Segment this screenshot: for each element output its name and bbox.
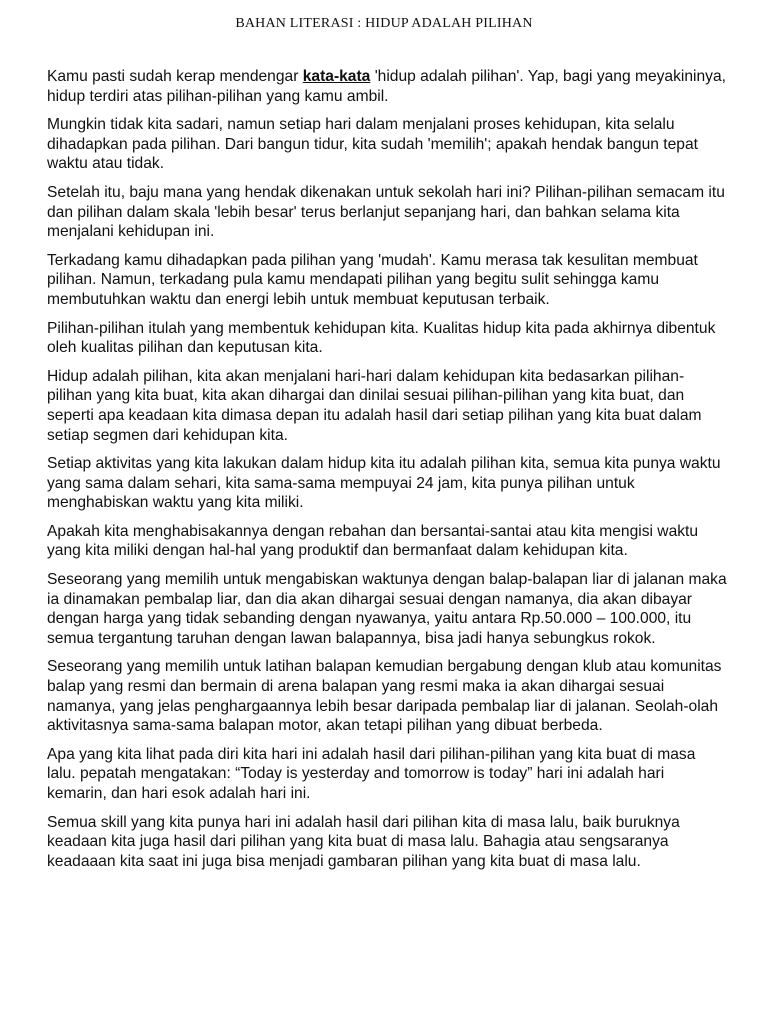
document-title: BAHAN LITERASI : HIDUP ADALAH PILIHAN — [235, 16, 533, 31]
paragraph-8: Apakah kita menghabisakannya dengan rebahan dan bersantai-santai atau kita mengisi waktu yang kita miliki dengan hal-hal yang produktif dan bermanfaat dalam kehidupan kita. — [47, 522, 699, 560]
paragraph-1 — [47, 67, 727, 106]
keyword-kata-kata: kata-kata — [302, 68, 371, 85]
paragraph-12: Semua skill yang kita punya hari ini adalah hasil dari pilihan kita di masa lalu, baik buruknya keadaan kita juga hasil dari pilihan yang kita buat di masa lalu. Bahagia atau sengsaranya keadaaan kita saat ini juga bisa menjadi gambaran pilihan yang kita buat di masa lalu. — [47, 813, 680, 870]
paragraph-9: Seseorang yang memilih untuk mengabiskan waktunya dengan balap-balapan liar di jalanan maka ia dinamakan pembalap liar, dan dia akan dihargai sesuai dengan namanya, dia akan dibayar dengan harga yang tidak sebanding dengan nyawanya, yaitu antara Rp.50.000 – 100.000, itu semua tergantung taruhan dengan lawan balapannya, bisa jadi hanya sebungkus rokok. — [47, 571, 727, 647]
paragraph-1-rest: 'hidup adalah pilihan'. Yap, bagi yang meyakininya, hidup terdiri atas pilihan-pilihan yang kamu ambil. — [47, 68, 726, 105]
paragraph-1-intro: Kamu pasti sudah kerap mendengar — [47, 68, 303, 85]
paragraph-7: Setiap aktivitas yang kita lakukan dalam hidup kita itu adalah pilihan kita, semua kita punya waktu yang sama dalam sehari, kita sama-sama mempuyai 24 jam, kita punya pilihan untuk menghabiskan waktu yang kita miliki. — [47, 455, 721, 512]
paragraph-11: Apa yang kita lihat pada diri kita hari ini adalah hasil dari pilihan-pilihan yang kita buat di masa lalu. pepatah mengatakan: “Today is yesterday and tomorrow is today” hari ini adalah hari kemarin, dan hari esok adalah hari ini. — [47, 745, 696, 802]
document-body — [47, 67, 727, 880]
paragraph-3: Setelah itu, baju mana yang hendak dikenakan untuk sekolah hari ini? Pilihan-pilihan semacam itu dan pilihan dalam skala 'lebih besar' terus berlanjut sepanjang hari, dan bahkan selama kita menjalani kehidupan ini. — [47, 183, 725, 241]
paragraph-10: Seseorang yang memilih untuk latihan balapan kemudian bergabung dengan klub atau komunitas balap yang resmi dan bermain di arena balapan yang resmi maka ia akan dihargai sesuai namanya, yang jelas penghargaannya lebih besar daripada pembalap liar di jalanan. Seolah-olah aktivitasnya sama-sama balapan motor, akan tetapi pilihan yang dibuat berbeda. — [47, 658, 722, 735]
paragraph-4: Terkadang kamu dihadapkan pada pilihan yang 'mudah'. Kamu merasa tak kesulitan membuat pilihan. Namun, terkadang pula kamu mendapati pilihan yang begitu sulit sehingga kamu membutuhkan waktu dan energi lebih untuk membuat keputusan terbaik. — [47, 251, 698, 308]
paragraph-5: Pilihan-pilihan itulah yang membentuk kehidupan kita. Kualitas hidup kita pada akhirnya dibentuk oleh kualitas pilihan dan keputusan kita. — [47, 319, 716, 357]
paragraph-2: Mungkin tidak kita sadari, namun setiap hari dalam menjalani proses kehidupan, kita selalu dihadapkan pada pilihan. Dari bangun tidur, kita sudah 'memilih'; apakah hendak bangun tepat waktu atau tidak. — [47, 116, 698, 173]
paragraph-6: Hidup adalah pilihan, kita akan menjalani hari-hari dalam kehidupan kita bedasarkan pilihan-pilihan yang kita buat, kita akan dihargai dan dinilai sesuai pilihan-pilihan yang kita buat, dan seperti apa keadaan kita dimasa depan itu adalah hasil dari setiap pilihan yang kita buat dalam setiap segmen dari kehidupan kita. — [47, 367, 702, 444]
